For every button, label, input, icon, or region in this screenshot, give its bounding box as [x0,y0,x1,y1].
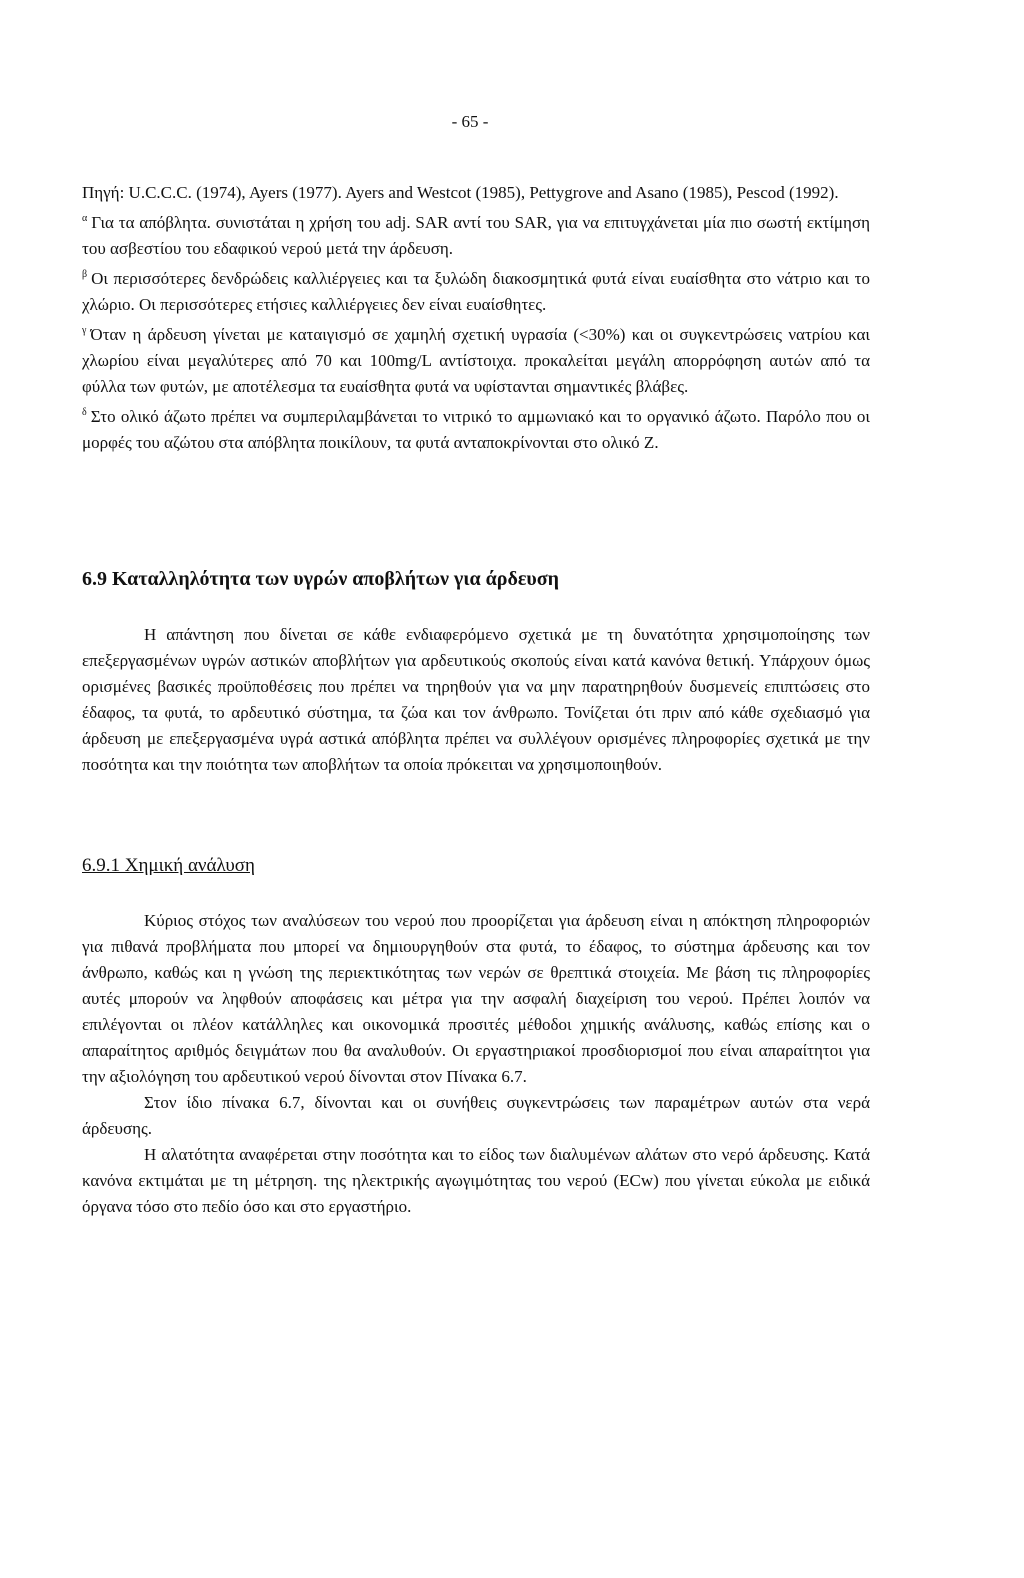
subsection-paragraph: Κύριος στόχος των αναλύσεων του νερού που προορίζεται για άρδευση είναι η απόκτηση πληροφοριών για πιθανά προβλήματα που μπορεί να δημιουργηθούν στα φυτά, το έδαφος, το σύστημα άρδευσης και τον άνθρωπο, καθώς και η γνώση της περιεκτικότητας των νερών σε θρεπτικά στοιχεία. Με βάση τις πληροφορίες αυτές μπορούν να ληφθούν αποφάσεις και μέτρα για την ασφαλή διαχείριση του νερού. Πρέπει λοιπόν να επιλέγονται οι πλέον κατάλληλες και οικονομικά προσιτές μέθοδοι χημικής ανάλυσης, καθώς επίσης και ο απαραίτητος αριθμός δειγμάτων που θα αναλυθούν. Οι εργαστηριακοί προσδιορισμοί που είναι απαραίτητοι για την αξιολόγηση του αρδευτικού νερού δίνονται στον Πίνακα 6.7. [82,911,870,1086]
footnote-alpha [82,206,870,262]
section-body [82,622,870,778]
footnote-marker: γ [82,325,87,336]
section-heading: 6.9 Καταλληλότητα των υγρών αποβλήτων για άρδευση [82,568,560,590]
footnote-delta [82,400,870,456]
subsection-paragraph: Η αλατότητα αναφέρεται στην ποσότητα και το είδος των διαλυμένων αλάτων στο νερό άρδευσης. Κατά κανόνα εκτιμάται με τη μέτρηση. της ηλεκτρικής αγωγιμότητας του νερού (ECw) που γίνεται εύκολα με ειδικά όργανα τόσο στο πεδίο όσο και στο εργαστήριο. [82,1145,870,1216]
section-paragraph: Η απάντηση που δίνεται σε κάθε ενδιαφερόμενο σχετικά με τη δυνατότητα χρησιμοποίησης των επεξεργασμένων υγρών αστικών αποβλήτων για αρδευτικούς σκοπούς είναι κατά κανόνα θετική. Υπάρχουν όμως ορισμένες βασικές προϋποθέσεις που πρέπει να τηρηθούν για να μην παρατηρηθούν δυσμενείς επιπτώσεις στο έδαφος, τα φυτά, το αρδευτικό σύστημα, τα ζώα και τον άνθρωπο. Τονίζεται ότι πριν από κάθε σχεδιασμό για άρδευση με επεξεργασμένα υγρά αστικά απόβλητα πρέπει να συλλέγουν ορισμένες πληροφορίες σχετικά με την ποσότητα και την ποιότητα των αποβλήτων τα οποία πρόκειται να χρησιμοποιηθούν. [82,625,870,774]
table-footnotes [82,180,870,456]
footnote-marker: α [82,213,88,224]
footnote-text: Για τα απόβλητα. συνιστάται η χρήση του adj. SAR αντί του SAR, για να επιτυγχάνεται μία πιο σωστή εκτίμηση του ασβεστίου του εδαφικού νερού μετά την άρδευση. [82,213,870,258]
footnote-text: Οι περισσότερες δενδρώδεις καλλιέργειες και τα ξυλώδη διακοσμητικά φυτά είναι ευαίσθητα στο νάτριο και το χλώριο. Οι περισσότερες ετήσιες καλλιέργειες δεν είναι ευαίσθητες. [82,269,870,314]
subsection-body [82,908,870,1220]
source-note: Πηγή: U.C.C.C. (1974), Ayers (1977). Ayers and Westcot (1985), Pettygrove and Asano (1985), Pescod (1992). [82,183,839,202]
footnote-marker: δ [82,407,87,418]
subsection-heading: 6.9.1 Χημική ανάλυση [82,855,255,876]
page-number: - 65 - [451,112,489,131]
footnote-beta [82,262,870,318]
footnote-gamma [82,318,870,400]
footnote-text: Στο ολικό άζωτο πρέπει να συμπεριλαμβάνεται το νιτρικό το αμμωνιακό και το οργανικό άζωτο. Παρόλο που οι μορφές του αζώτου στα απόβλητα ποικίλουν, τα φυτά ανταποκρίνονται στο ολικό Ζ. [82,407,870,452]
subsection-paragraph: Στον ίδιο πίνακα 6.7, δίνονται και οι συνήθεις συγκεντρώσεις των παραμέτρων αυτών στα νερά άρδευσης. [82,1093,870,1138]
footnote-marker: β [82,269,88,280]
footnote-text: Όταν η άρδευση γίνεται με καταιγισμό σε χαμηλή σχετική υγρασία (<30%) και οι συγκεντρώσεις νατρίου και χλωρίου είναι μεγαλύτερες από 70 και 100mg/L αντίστοιχα. προκαλείται μεγάλη απορρόφηση αυτών από τα φύλλα των φυτών, με αποτέλεσμα τα ευαίσθητα φυτά να υφίστανται σημαντικές βλάβες. [82,325,870,396]
